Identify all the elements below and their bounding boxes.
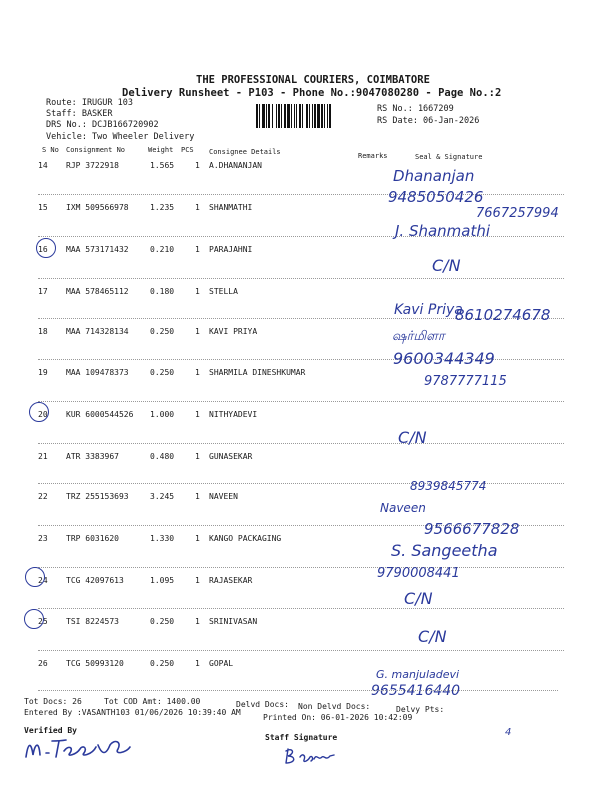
row-weight: 1.000 (150, 410, 175, 419)
row-weight: 0.180 (150, 287, 175, 296)
row-pcs: 1 (195, 368, 200, 377)
row-pcs: 1 (195, 410, 200, 419)
handwritten-cn-24: C/N (404, 589, 433, 608)
circle-mark-25 (24, 609, 44, 629)
row-consignee: NITHYADEVI (209, 410, 258, 419)
runsheet-title: Delivery Runsheet - P103 - Phone No.:9047080280 - Page No.:2 (122, 87, 502, 99)
staff-label: Staff: BASKER (46, 109, 113, 119)
handwritten-phone-22: 8939845774 (410, 479, 487, 493)
col-consignee: Consignee Details (209, 148, 281, 156)
row-consignee: SHARMILA DINESHKUMAR (209, 368, 306, 377)
total-cod-amount: Tot COD Amt: 1400.00 (104, 697, 201, 706)
circle-mark-24 (25, 567, 45, 587)
row-divider (38, 608, 564, 609)
handwritten-phone-14: 9485050426 (388, 188, 484, 206)
row-consignment-no: MAA 578465112 (66, 287, 129, 296)
row-weight: 1.565 (150, 161, 175, 170)
row-weight: 0.250 (150, 327, 175, 336)
row-sno: 21 (38, 452, 48, 461)
handwritten-phone-15: 7667257994 (476, 206, 559, 221)
handwritten-name-22: Naveen (380, 501, 426, 515)
col-pcs: PCS (181, 146, 194, 154)
row-consignment-no: KUR 6000544526 (66, 410, 134, 419)
col-sno: S No (42, 146, 59, 154)
row-weight: 1.095 (150, 576, 175, 585)
row-pcs: 1 (195, 576, 200, 585)
row-divider (38, 567, 564, 568)
delivered-docs: Delvd Docs: (236, 700, 289, 709)
col-weight: Weight (148, 146, 174, 154)
row-weight: 3.245 (150, 492, 175, 501)
row-sno: 26 (38, 659, 48, 668)
row-weight: 0.250 (150, 368, 175, 377)
row-divider (38, 194, 564, 195)
col-seal-signature: Seal & Signature (415, 153, 483, 161)
row-divider (38, 443, 564, 444)
row-pcs: 1 (195, 452, 200, 461)
entered-by: Entered By :VASANTH103 01/06/2026 10:39:40 AM (24, 708, 241, 717)
drs-number: DRS No.: DCJB166720902 (46, 120, 159, 130)
row-pcs: 1 (195, 287, 200, 296)
barcode (256, 104, 372, 128)
row-sno: 25 (38, 617, 48, 626)
row-consignment-no: ATR 3383967 (66, 452, 119, 461)
row-pcs: 1 (195, 327, 200, 336)
row-consignee: KAVI PRIYA (209, 327, 258, 336)
row-sno: 15 (38, 203, 48, 212)
company-name: THE PROFESSIONAL COURIERS, COIMBATORE (196, 74, 430, 86)
circle-mark-16 (36, 238, 56, 258)
handwritten-name-23: S. Sangeetha (391, 541, 498, 560)
row-sno: 23 (38, 534, 48, 543)
handwritten-cn-16: C/N (432, 256, 461, 275)
row-pcs: 1 (195, 659, 200, 668)
row-weight: 0.250 (150, 659, 175, 668)
printed-on: Printed On: 06-01-2026 10:42:09 (263, 713, 413, 722)
footer-divider (38, 690, 558, 691)
row-consignment-no: MAA 714328134 (66, 327, 129, 336)
circle-mark-20 (29, 402, 49, 422)
row-pcs: 1 (195, 245, 200, 254)
handwritten-cn-20: C/N (398, 428, 427, 447)
handwritten-name-19: ஷர்மிளா (392, 329, 445, 344)
row-divider (38, 278, 564, 279)
rs-number: RS No.: 1667209 (377, 104, 454, 114)
row-consignee: GUNASEKAR (209, 452, 253, 461)
delivery-points: Delvy Pts: (396, 705, 445, 714)
row-consignee: GOPAL (209, 659, 234, 668)
col-consignment: Consignment No (66, 146, 126, 154)
total-docs: Tot Docs: 26 (24, 697, 82, 706)
row-consignment-no: MAA 573171432 (66, 245, 129, 254)
handwritten-name-26: G. manjuladevi (376, 668, 460, 681)
handwritten-sig-18: Kavi Priya (394, 302, 463, 318)
row-sno: 16 (38, 245, 48, 254)
handwritten-phone-23: 9566677828 (424, 520, 520, 538)
row-consignee: STELLA (209, 287, 238, 296)
row-weight: 0.480 (150, 452, 175, 461)
verified-by-label: Verified By (24, 726, 77, 735)
handwritten-phone-18: 8610274678 (455, 306, 551, 324)
staff-signature-label: Staff Signature (265, 733, 338, 742)
row-pcs: 1 (195, 617, 200, 626)
row-consignee: A.DHANANJAN (209, 161, 262, 170)
non-delivered-docs: Non Delvd Docs: (298, 702, 371, 711)
row-pcs: 1 (195, 492, 200, 501)
handwritten-cn-25: C/N (418, 627, 447, 646)
row-weight: 1.330 (150, 534, 175, 543)
row-consignee: NAVEEN (209, 492, 238, 501)
row-consignment-no: TCG 50993120 (66, 659, 124, 668)
row-consignment-no: RJP 3722918 (66, 161, 119, 170)
row-consignee: PARAJAHNI (209, 245, 253, 254)
vehicle-label: Vehicle: Two Wheeler Delivery (46, 132, 195, 142)
row-sno: 20 (38, 410, 48, 419)
row-consignment-no: MAA 109478373 (66, 368, 129, 377)
row-pcs: 1 (195, 161, 200, 170)
handwritten-sig-15: J. Shanmathi (395, 222, 491, 240)
row-weight: 0.250 (150, 617, 175, 626)
row-pcs: 1 (195, 534, 200, 543)
col-remarks: Remarks (358, 152, 388, 160)
row-weight: 1.235 (150, 203, 175, 212)
handwritten-phone-24: 9790008441 (377, 566, 460, 581)
row-consignment-no: TSI 8224573 (66, 617, 119, 626)
row-consignment-no: TRP 6031620 (66, 534, 119, 543)
handwritten-phone-26: 9655416440 (371, 683, 461, 699)
row-consignment-no: IXM 509566978 (66, 203, 129, 212)
row-sno: 24 (38, 576, 48, 585)
row-consignment-no: TCG 42097613 (66, 576, 124, 585)
verified-signature (22, 733, 134, 761)
row-divider (38, 401, 564, 402)
route-label: Route: IRUGUR 103 (46, 98, 133, 108)
handwritten-phone2-19: 9787777115 (424, 374, 507, 389)
row-consignee: SRINIVASAN (209, 617, 258, 626)
row-divider (38, 650, 564, 651)
rs-date: RS Date: 06-Jan-2026 (377, 116, 480, 126)
handwritten-phone-19: 9600344349 (393, 349, 495, 368)
row-sno: 19 (38, 368, 48, 377)
row-weight: 0.210 (150, 245, 175, 254)
row-pcs: 1 (195, 203, 200, 212)
staff-signature (282, 743, 338, 767)
row-sno: 22 (38, 492, 48, 501)
row-sno: 17 (38, 287, 48, 296)
row-sno: 14 (38, 161, 48, 170)
row-consignee: KANGO PACKAGING (209, 534, 282, 543)
row-consignee: RAJASEKAR (209, 576, 253, 585)
row-consignment-no: TRZ 255153693 (66, 492, 129, 501)
handwritten-page-mark: 4 (505, 727, 512, 738)
row-consignee: SHANMATHI (209, 203, 253, 212)
handwritten-name-14: Dhananjan (393, 167, 475, 185)
barcode-bar (331, 104, 333, 128)
row-sno: 18 (38, 327, 48, 336)
